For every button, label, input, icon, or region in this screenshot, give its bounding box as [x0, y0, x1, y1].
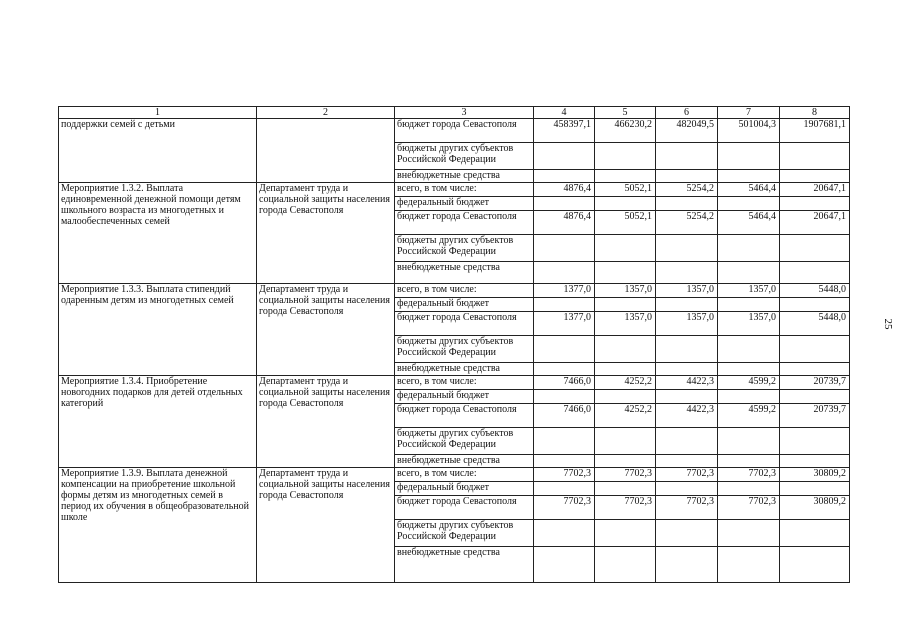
funding-source-cell: бюджет города Севастополя	[395, 404, 534, 428]
department-cell: Департамент труда и социальной защиты населения города Севастополя	[257, 468, 395, 583]
value-cell	[718, 235, 780, 262]
value-cell: 4422,3	[656, 376, 718, 390]
value-cell	[534, 482, 595, 496]
value-cell	[656, 390, 718, 404]
value-cell	[780, 235, 850, 262]
value-cell	[534, 336, 595, 363]
value-cell	[718, 336, 780, 363]
table-row	[59, 183, 850, 197]
value-cell	[595, 482, 656, 496]
funding-source-cell: внебюджетные средства	[395, 363, 534, 376]
table-row	[59, 284, 850, 298]
value-cell: 7702,3	[595, 496, 656, 520]
value-cell	[595, 428, 656, 455]
value-cell: 30809,2	[780, 468, 850, 482]
funding-source-cell: бюджет города Севастополя	[395, 312, 534, 336]
header-row	[59, 107, 850, 119]
value-cell: 4252,2	[595, 404, 656, 428]
value-cell: 501004,3	[718, 119, 780, 143]
value-cell: 5052,1	[595, 183, 656, 197]
value-cell	[595, 520, 656, 547]
value-cell: 4252,2	[595, 376, 656, 390]
value-cell: 1357,0	[718, 312, 780, 336]
value-cell: 7466,0	[534, 404, 595, 428]
funding-source-cell: федеральный бюджет	[395, 298, 534, 312]
value-cell	[718, 482, 780, 496]
column-header: 3	[395, 107, 534, 119]
funding-source-cell: бюджеты других субъектов Российской Федерации	[395, 143, 534, 170]
value-cell	[656, 363, 718, 376]
value-cell: 5052,1	[595, 211, 656, 235]
page-number: 25	[882, 318, 894, 330]
budget-table	[58, 106, 850, 583]
value-cell	[780, 390, 850, 404]
value-cell: 30809,2	[780, 496, 850, 520]
event-cell: Мероприятие 1.3.9. Выплата денежной компенсации на приобретение школьной формы детям из многодетных семей в период их обучения в общеобразовательной школе	[59, 468, 257, 583]
value-cell: 20647,1	[780, 211, 850, 235]
value-cell	[656, 262, 718, 284]
value-cell	[780, 262, 850, 284]
value-cell	[718, 170, 780, 183]
value-cell	[534, 143, 595, 170]
funding-source-cell: федеральный бюджет	[395, 482, 534, 496]
event-cell: Мероприятие 1.3.4. Приобретение новогодних подарков для детей отдельных категорий	[59, 376, 257, 468]
value-cell	[534, 455, 595, 468]
value-cell	[534, 390, 595, 404]
funding-source-cell: федеральный бюджет	[395, 390, 534, 404]
value-cell	[656, 336, 718, 363]
value-cell	[718, 455, 780, 468]
value-cell	[534, 235, 595, 262]
value-cell: 1357,0	[656, 312, 718, 336]
value-cell: 7466,0	[534, 376, 595, 390]
value-cell	[534, 170, 595, 183]
value-cell: 20739,7	[780, 404, 850, 428]
funding-source-cell: бюджеты других субъектов Российской Федерации	[395, 428, 534, 455]
value-cell	[718, 197, 780, 211]
value-cell: 4599,2	[718, 376, 780, 390]
table-row	[59, 468, 850, 482]
value-cell	[534, 363, 595, 376]
funding-source-cell: внебюджетные средства	[395, 455, 534, 468]
value-cell	[595, 390, 656, 404]
funding-source-cell: бюджет города Севастополя	[395, 211, 534, 235]
value-cell: 7702,3	[656, 468, 718, 482]
funding-source-cell: внебюджетные средства	[395, 170, 534, 183]
column-header: 6	[656, 107, 718, 119]
value-cell	[718, 390, 780, 404]
value-cell: 7702,3	[718, 468, 780, 482]
value-cell: 4876,4	[534, 211, 595, 235]
department-cell: Департамент труда и социальной защиты населения города Севастополя	[257, 376, 395, 468]
funding-source-cell: всего, в том числе:	[395, 284, 534, 298]
value-cell	[718, 143, 780, 170]
value-cell: 1357,0	[718, 284, 780, 298]
value-cell: 1377,0	[534, 284, 595, 298]
funding-source-cell: всего, в том числе:	[395, 183, 534, 197]
value-cell	[780, 520, 850, 547]
funding-source-cell: федеральный бюджет	[395, 197, 534, 211]
value-cell	[656, 197, 718, 211]
funding-source-cell: внебюджетные средства	[395, 547, 534, 583]
value-cell	[595, 170, 656, 183]
value-cell	[656, 235, 718, 262]
value-cell	[780, 143, 850, 170]
funding-source-cell: бюджеты других субъектов Российской Федерации	[395, 336, 534, 363]
value-cell	[534, 262, 595, 284]
column-header: 8	[780, 107, 850, 119]
value-cell	[595, 143, 656, 170]
department-cell: Департамент труда и социальной защиты населения города Севастополя	[257, 183, 395, 284]
value-cell	[780, 170, 850, 183]
department-cell: Департамент труда и социальной защиты населения города Севастополя	[257, 284, 395, 376]
value-cell: 7702,3	[656, 496, 718, 520]
event-cell: Мероприятие 1.3.2. Выплата единовременной денежной помощи детям школьного возраста из многодетных и малообеспеченных семей	[59, 183, 257, 284]
column-header: 1	[59, 107, 257, 119]
column-header: 7	[718, 107, 780, 119]
value-cell	[718, 547, 780, 583]
value-cell	[718, 262, 780, 284]
value-cell: 7702,3	[595, 468, 656, 482]
value-cell	[780, 336, 850, 363]
value-cell	[780, 298, 850, 312]
value-cell	[780, 482, 850, 496]
value-cell: 7702,3	[534, 468, 595, 482]
value-cell: 1357,0	[656, 284, 718, 298]
funding-source-cell: всего, в том числе:	[395, 468, 534, 482]
value-cell	[656, 298, 718, 312]
funding-source-cell: бюджет города Севастополя	[395, 119, 534, 143]
value-cell	[595, 547, 656, 583]
funding-source-cell: бюджеты других субъектов Российской Федерации	[395, 520, 534, 547]
value-cell	[534, 298, 595, 312]
value-cell	[534, 520, 595, 547]
value-cell	[656, 520, 718, 547]
value-cell	[718, 520, 780, 547]
value-cell: 5254,2	[656, 211, 718, 235]
value-cell: 7702,3	[718, 496, 780, 520]
value-cell: 1377,0	[534, 312, 595, 336]
value-cell: 4422,3	[656, 404, 718, 428]
value-cell: 466230,2	[595, 119, 656, 143]
value-cell: 1357,0	[595, 312, 656, 336]
value-cell	[656, 143, 718, 170]
value-cell	[534, 547, 595, 583]
column-header: 4	[534, 107, 595, 119]
value-cell	[780, 197, 850, 211]
department-cell	[257, 119, 395, 183]
value-cell	[780, 547, 850, 583]
value-cell: 4876,4	[534, 183, 595, 197]
value-cell	[595, 336, 656, 363]
value-cell	[656, 170, 718, 183]
event-cell: поддержки семей с детьми	[59, 119, 257, 183]
value-cell	[534, 428, 595, 455]
value-cell	[780, 363, 850, 376]
value-cell: 7702,3	[534, 496, 595, 520]
value-cell: 458397,1	[534, 119, 595, 143]
value-cell	[656, 547, 718, 583]
value-cell	[595, 455, 656, 468]
value-cell: 1907681,1	[780, 119, 850, 143]
value-cell	[656, 482, 718, 496]
funding-source-cell: бюджеты других субъектов Российской Федерации	[395, 235, 534, 262]
value-cell: 4599,2	[718, 404, 780, 428]
value-cell	[656, 428, 718, 455]
value-cell	[595, 262, 656, 284]
table-row	[59, 119, 850, 143]
value-cell	[718, 363, 780, 376]
value-cell	[780, 455, 850, 468]
value-cell	[595, 363, 656, 376]
value-cell: 5254,2	[656, 183, 718, 197]
value-cell	[595, 197, 656, 211]
funding-source-cell: всего, в том числе:	[395, 376, 534, 390]
event-cell: Мероприятие 1.3.3. Выплата стипендий одаренным детям из многодетных семей	[59, 284, 257, 376]
column-header: 2	[257, 107, 395, 119]
value-cell	[595, 298, 656, 312]
column-header: 5	[595, 107, 656, 119]
value-cell: 5464,4	[718, 211, 780, 235]
value-cell: 1357,0	[595, 284, 656, 298]
value-cell	[780, 428, 850, 455]
value-cell: 20647,1	[780, 183, 850, 197]
value-cell: 5448,0	[780, 284, 850, 298]
value-cell	[595, 235, 656, 262]
value-cell: 20739,7	[780, 376, 850, 390]
value-cell	[718, 298, 780, 312]
value-cell: 482049,5	[656, 119, 718, 143]
value-cell	[534, 197, 595, 211]
value-cell	[656, 455, 718, 468]
funding-source-cell: внебюджетные средства	[395, 262, 534, 284]
value-cell	[718, 428, 780, 455]
funding-source-cell: бюджет города Севастополя	[395, 496, 534, 520]
value-cell: 5448,0	[780, 312, 850, 336]
value-cell: 5464,4	[718, 183, 780, 197]
table-row	[59, 376, 850, 390]
